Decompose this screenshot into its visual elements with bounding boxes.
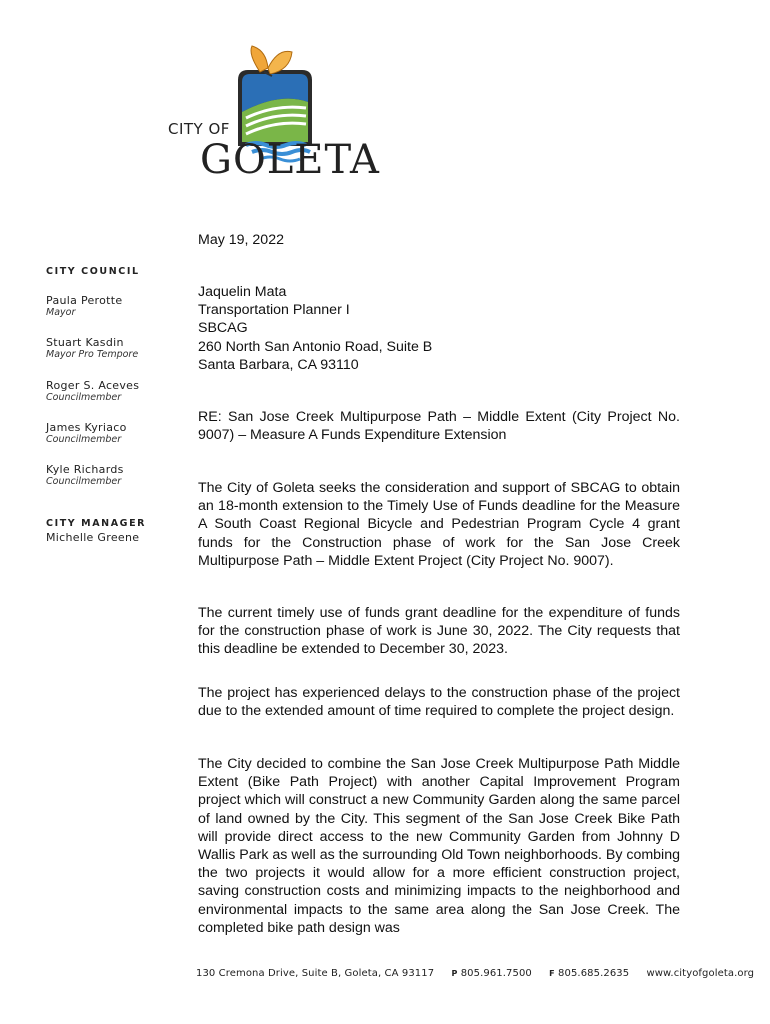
footer-phone: 805.961.7500 (460, 968, 532, 979)
member-name: Stuart Kasdin (46, 336, 124, 349)
logo-goleta: GOLETA (200, 137, 380, 183)
member-name: Roger S. Aceves (46, 379, 140, 392)
subject-line: RE: San Jose Creek Multipurpose Path – Middle Extent (City Project No. 9007) – Measure A Funds Expenditure Extension (198, 409, 680, 444)
address-line: SBCAG (198, 320, 248, 337)
member-title: Mayor Pro Tempore (46, 349, 139, 360)
letterhead-footer (196, 968, 754, 979)
council-member (46, 336, 138, 360)
member-title: Councilmember (46, 392, 122, 403)
address-line: Jaquelin Mata (198, 284, 287, 300)
paragraph: The project has experienced delays to the construction phase of the project due to the extended amount of time required to complete the project design. (198, 685, 680, 720)
logo-city-of: CITY OF (168, 120, 230, 138)
phone-label: P (451, 969, 458, 978)
paragraph: The current timely use of funds grant deadline for the expenditure of funds for the construction phase of work is June 30, 2022. The City requests that this deadline be extended to December 30, 2023. (198, 605, 680, 658)
footer-address: 130 Cremona Drive, Suite B, Goleta, CA 93117 (196, 968, 435, 979)
member-title: Mayor (46, 307, 76, 318)
member-name: Kyle Richards (46, 463, 124, 476)
footer-fax: 805.685.2635 (558, 968, 630, 979)
council-member (46, 294, 122, 318)
council-member (46, 421, 127, 445)
address-line: Santa Barbara, CA 93110 (198, 356, 359, 373)
member-title: Councilmember (46, 434, 122, 445)
city-logo (160, 42, 380, 192)
footer-website: www.cityofgoleta.org (646, 968, 755, 979)
member-title: Councilmember (46, 476, 122, 487)
member-name: James Kyriaco (46, 421, 127, 434)
address-line: Transportation Planner I (198, 302, 350, 319)
address-line: 260 North San Antonio Road, Suite B (198, 338, 433, 355)
paragraph: The City of Goleta seeks the consideration and support of SBCAG to obtain an 18-month extension to the Timely Use of Funds deadline for the Measure A South Coast Regional Bicycle and Pedestrian Program Cycle 4 grant funds for the Construction phase of work for the San Jose Creek Multipurpose Path – Middle Extent Project (City Project No. 9007). (198, 480, 680, 569)
council-member (46, 463, 124, 487)
member-name: Paula Perotte (46, 294, 123, 307)
recipient-address (198, 283, 680, 374)
council-member (46, 379, 139, 403)
manager-name: Michelle Greene (46, 531, 140, 544)
council-heading: CITY COUNCIL (46, 266, 140, 277)
fax-label: F (549, 969, 555, 978)
manager-heading: CITY MANAGER (46, 518, 147, 529)
paragraph: The City decided to combine the San Jose Creek Multipurpose Path Middle Extent (Bike Path Project) with another Capital Improvement Program project which will construct a new Community Garden along the same parcel of land owned by the City. This segment of the San Jose Creek Bike Path will provide direct access to the new Community Garden from Johnny D Wallis Park as well as the surrounding Old Town neighborhoods. By combing the two projects it would allow for a more efficient construction project, saving construction costs and minimizing impacts to the neighborhood and environmental impacts to the same area along the San Jose Creek. The completed bike path design was (198, 756, 680, 936)
letter-date: May 19, 2022 (198, 232, 284, 248)
